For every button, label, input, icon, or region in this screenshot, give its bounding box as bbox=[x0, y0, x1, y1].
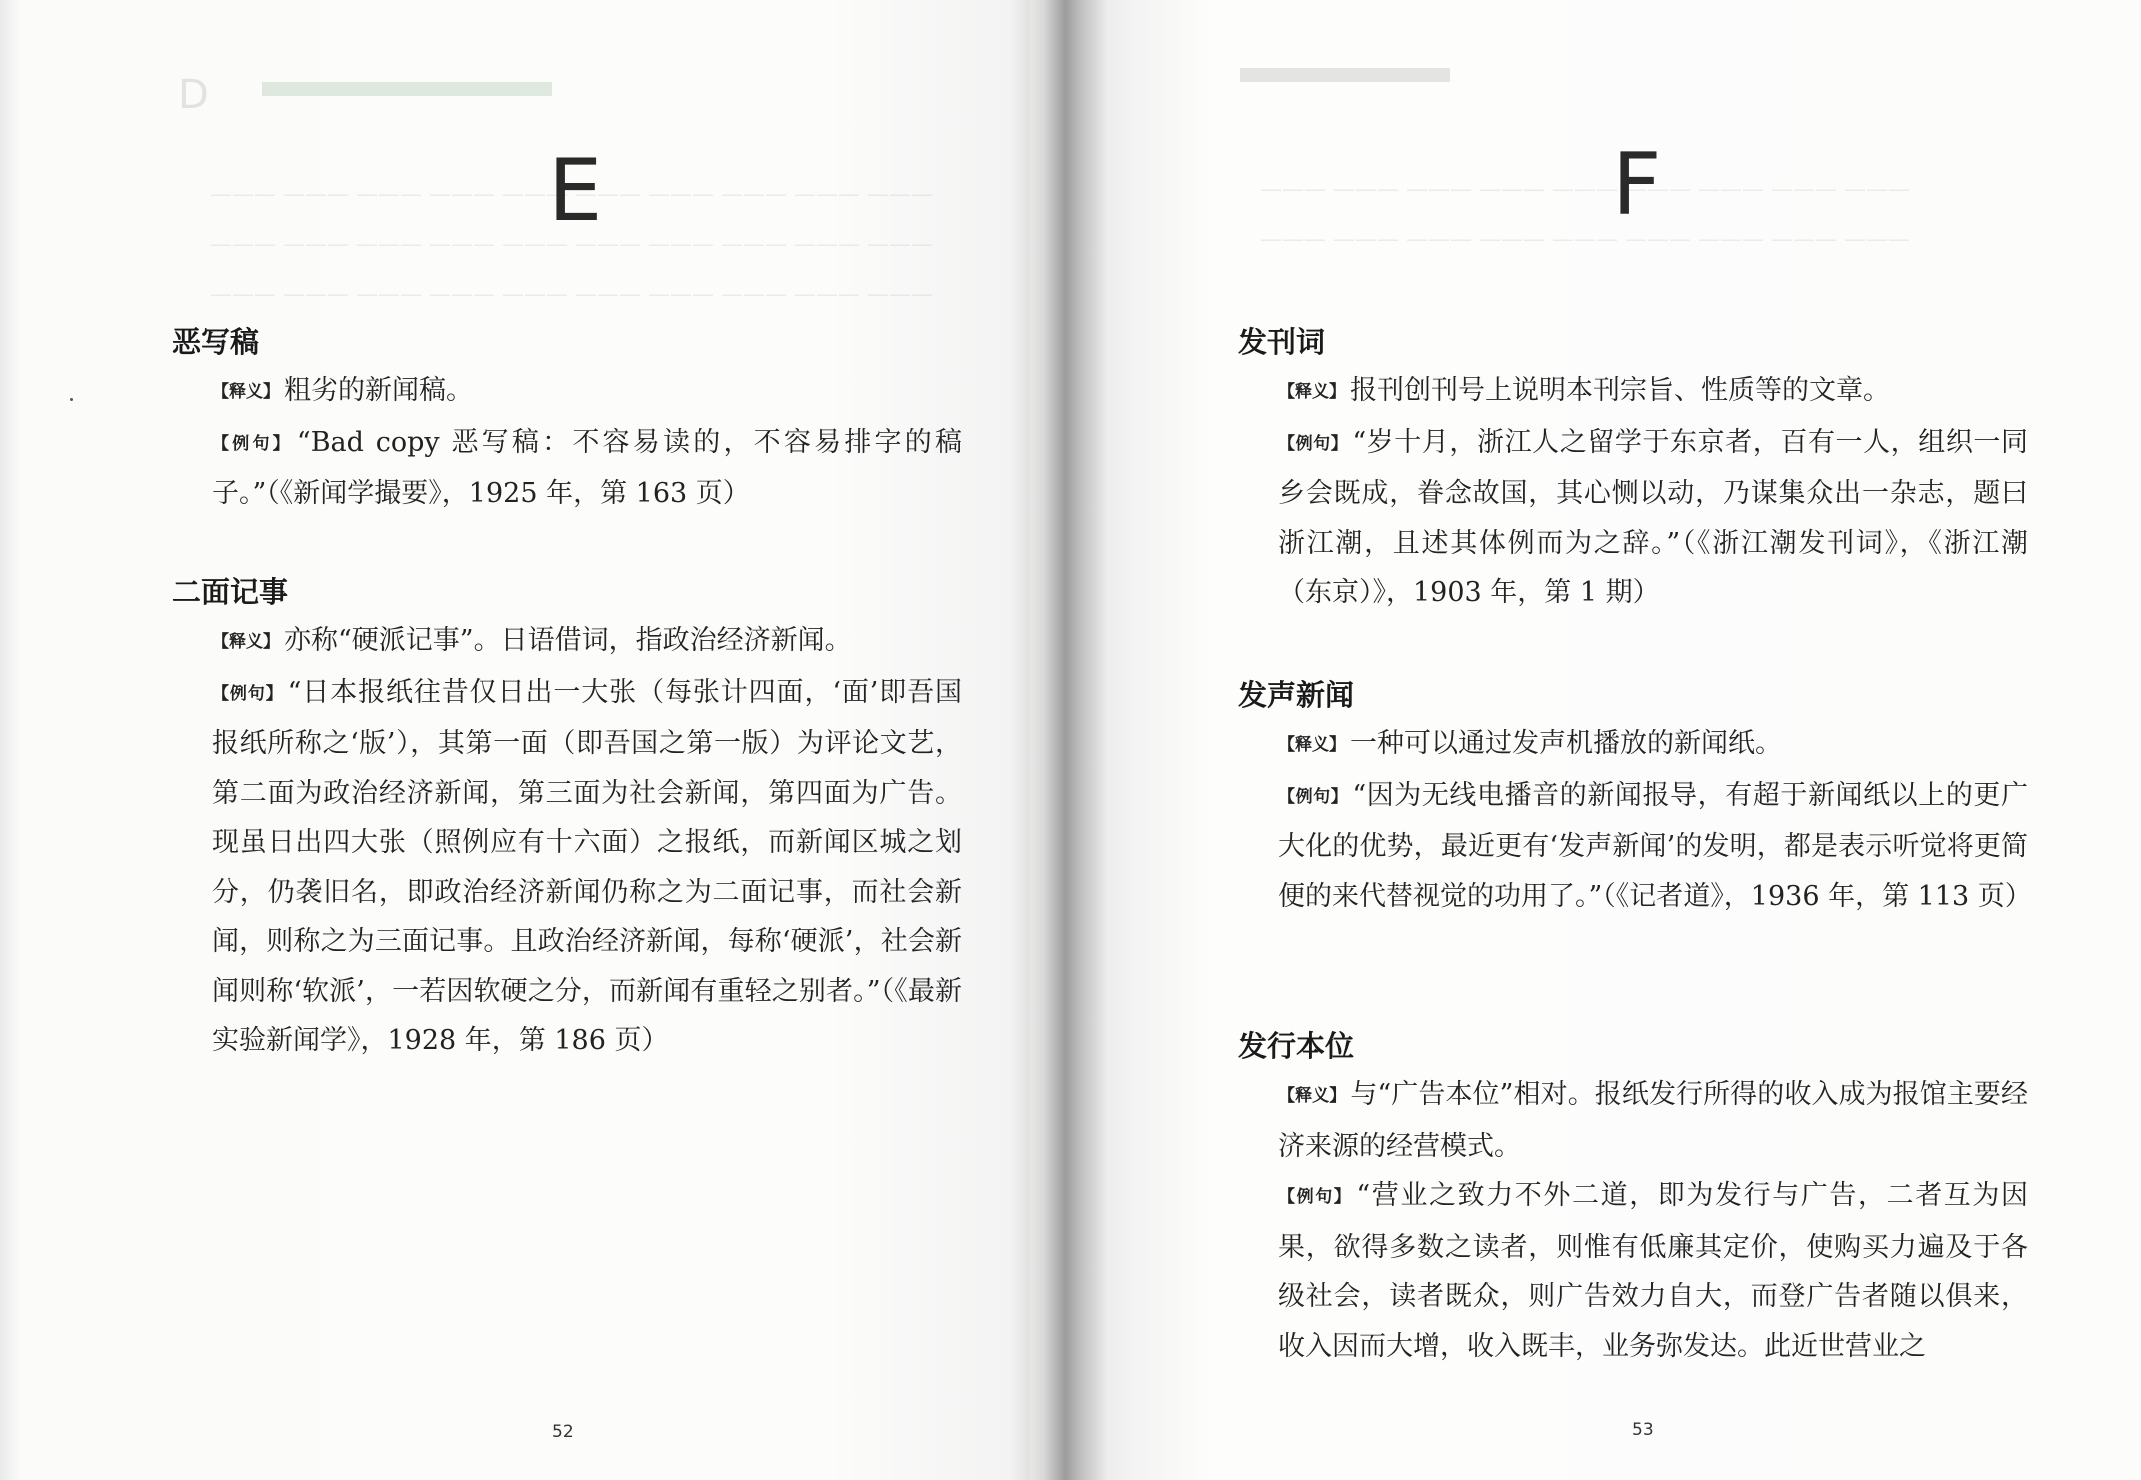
example-text: “Bad copy 恶写稿：不容易读的，不容易排字的稿子。”（《新闻学撮要》，1925 年，第 163 页） bbox=[212, 426, 962, 509]
ink-speck bbox=[70, 398, 73, 401]
entry-title: 发声新闻 bbox=[1238, 678, 1355, 712]
definition-text: 粗劣的新闻稿。 bbox=[284, 375, 473, 406]
entry-title: 二面记事 bbox=[172, 575, 289, 609]
entry-fa-sheng-xin-wen bbox=[1238, 675, 2032, 921]
left-page bbox=[0, 0, 1030, 1480]
entry-example bbox=[1278, 771, 2032, 922]
definition-tag: 【释义】 bbox=[1278, 735, 1346, 755]
book-gutter-shadow bbox=[1010, 0, 1130, 1480]
definition-tag: 【释义】 bbox=[1278, 1086, 1347, 1106]
page-number: 53 bbox=[1632, 1420, 1654, 1440]
example-text: “日本报纸往昔仅日出一大张（每张计四面，‘面’即吾国报纸所称之‘版’），其第一面（即吾国之第一版）为评论文艺，第二面为政治经济新闻，第三面为社会新闻，第四面为广告。现虽日出四大张（照例应有十六面）之报纸，而新闻区城之划分，仍袭旧名，即政治经济新闻仍称之为二面记事，而社会新闻，则称之为三面记事。且政治经济新闻，每称‘硬派’，社会新闻则称‘软派’，一若因软硬之分，而新闻有重轻之别者。”（《最新实验新闻学》，1928 年，第 186 页） bbox=[212, 676, 963, 1056]
example-text: “岁十月，浙江人之留学于东京者，百有一人，组织一同乡会既成，眷念故国，其心恻以动，乃谋集众出一杂志，题曰浙江潮，且述其体例而为之辞。”（《浙江潮发刊词》，《浙江潮（东京）》，1903 年，第 1 期） bbox=[1278, 426, 2028, 608]
example-tag: 【例句】 bbox=[1278, 786, 1349, 807]
example-tag: 【例句】 bbox=[1278, 433, 1349, 454]
entry-example bbox=[1278, 1171, 2028, 1371]
entry-example bbox=[212, 418, 962, 519]
entry-definition bbox=[1278, 1070, 2028, 1171]
example-tag: 【例句】 bbox=[212, 433, 293, 454]
entry-example bbox=[1278, 418, 2028, 618]
section-letter-f: F bbox=[1612, 135, 1662, 235]
definition-text: 亦称“硬派记事”。日语借词，指政治经济新闻。 bbox=[284, 625, 852, 656]
definition-text: 报刊创刊号上说明本刊宗旨、性质等的文章。 bbox=[1350, 375, 1890, 406]
entry-definition bbox=[212, 616, 962, 668]
entry-er-mian-ji-shi bbox=[172, 572, 962, 1066]
right-page bbox=[1110, 0, 2141, 1480]
entry-ex-gao bbox=[172, 322, 962, 519]
entry-fa-xing-ben-wei bbox=[1238, 1026, 2028, 1371]
entry-fa-kan-ci bbox=[1238, 322, 2028, 618]
bleed-through-header bbox=[262, 82, 552, 96]
bleed-through-text: ——— ——— ——— ——— ——— ——— ——— ——— ——— ——— ——— ——— ——— ——— ——— ——— ——— ——— ——— ——— ——— ——— ——— ——— ——— ——— ——— ——— ——— ——— bbox=[210, 182, 933, 307]
section-letter-e: E bbox=[548, 141, 603, 241]
entry-definition bbox=[212, 366, 962, 418]
entry-title: 恶写稿 bbox=[172, 325, 260, 359]
example-text: “营业之致力不外二道，即为发行与广告，二者互为因果，欲得多数之读者，则惟有低廉其定价，使购买力遍及于各级社会，读者既众，则广告效力自大，而登广告者随以俱来，收入因而大增，收入既丰，业务弥发达。此近世营业之 bbox=[1278, 1180, 2028, 1362]
entry-definition bbox=[1278, 719, 2028, 771]
page-number: 52 bbox=[552, 1422, 574, 1442]
definition-text: 与“广告本位”相对。报纸发行所得的收入成为报馆主要经济来源的经营模式。 bbox=[1278, 1079, 2029, 1162]
definition-tag: 【释义】 bbox=[212, 382, 280, 402]
definition-tag: 【释义】 bbox=[1278, 382, 1346, 402]
example-tag: 【例句】 bbox=[1278, 1187, 1353, 1207]
example-text: “因为无线电播音的新闻报导，有超于新闻纸以上的更广大化的优势，最近更有‘发声新闻’的发明，都是表示听觉将更简便的来代替视觉的功用了。”（《记者道》，1936 年，第 113 页） bbox=[1278, 779, 2032, 912]
entry-title: 发行本位 bbox=[1238, 1029, 1355, 1063]
entry-definition bbox=[1278, 366, 2028, 418]
bleed-through-letter: D bbox=[178, 72, 209, 118]
example-tag: 【例句】 bbox=[212, 683, 284, 704]
definition-tag: 【释义】 bbox=[212, 632, 280, 652]
definition-text: 一种可以通过发声机播放的新闻纸。 bbox=[1350, 728, 1782, 759]
entry-title: 发刊词 bbox=[1238, 325, 1326, 359]
bleed-through-header bbox=[1240, 68, 1450, 82]
bleed-through-text: ——— ——— ——— ——— ——— ——— ——— ——— ——— ——— ——— ——— ——— ——— ——— ——— ——— ——— bbox=[1260, 177, 1910, 252]
entry-example bbox=[212, 668, 962, 1066]
